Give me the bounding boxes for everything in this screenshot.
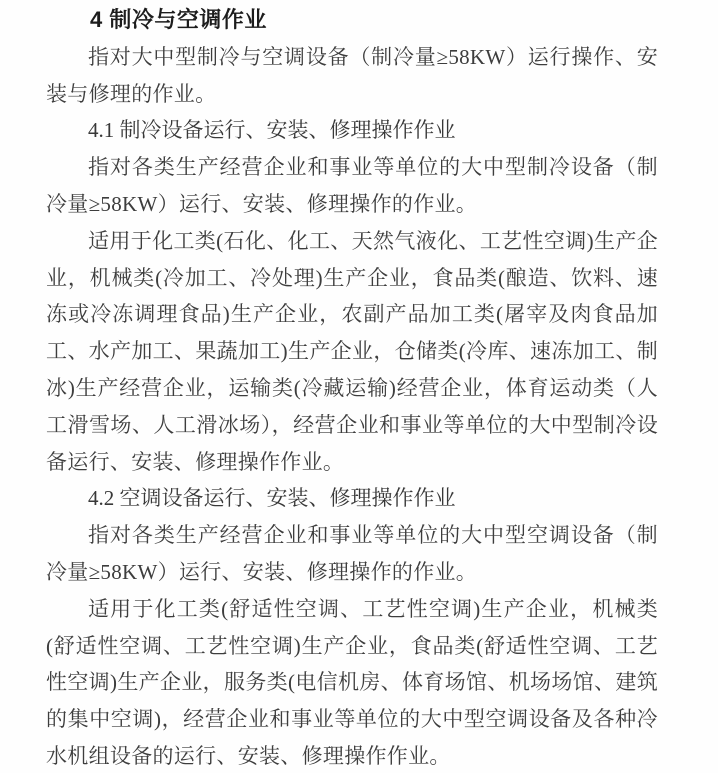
paragraph-definition-refrigeration-equipment: 指对各类生产经营企业和事业等单位的大中型制冷设备（制冷量≥58KW）运行、安装、修理操作的作业。	[46, 155, 658, 216]
paragraph-definition-aircon-equipment: 指对各类生产经营企业和事业等单位的大中型空调设备（制冷量≥58KW）运行、安装、修理操作的作业。	[46, 523, 658, 584]
section-heading-4: 4 制冷与空调作业	[90, 7, 267, 32]
paragraph-scope-refrigeration-equipment: 适用于化工类(石化、化工、天然气液化、工艺性空调)生产企业，机械类(冷加工、冷处理)生产企业，食品类(酿造、饮料、速冻或冷冻调理食品)生产企业，农副产品加工类(屠宰及肉食品加工、水产加工、果蔬加工)生产企业，仓储类(冷库、速冻加工、制冰)生产经营企业，运输类(冷藏运输)经营企业，体育运动类（人工滑雪场、人工滑冰场），经营企业和事业等单位的大中型制冷设备运行、安装、修理操作作业。	[46, 228, 658, 474]
section-heading-4-2: 4.2 空调设备运行、安装、修理操作作业	[88, 486, 456, 511]
paragraph-scope-aircon-equipment: 适用于化工类(舒适性空调、工艺性空调)生产企业，机械类(舒适性空调、工艺性空调)生产企业，食品类(舒适性空调、工艺性空调)生产企业，服务类(电信机房、体育场馆、机场场馆、建筑的集中空调)，经营企业和事业等单位的大中型空调设备及各种冷水机组设备的运行、安装、修理操作作业。	[46, 596, 658, 768]
section-heading-4-1: 4.1 制冷设备运行、安装、修理操作作业	[88, 118, 456, 143]
paragraph-definition-refrigeration-aircon: 指对大中型制冷与空调设备（制冷量≥58KW）运行操作、安装与修理的作业。	[46, 44, 658, 106]
